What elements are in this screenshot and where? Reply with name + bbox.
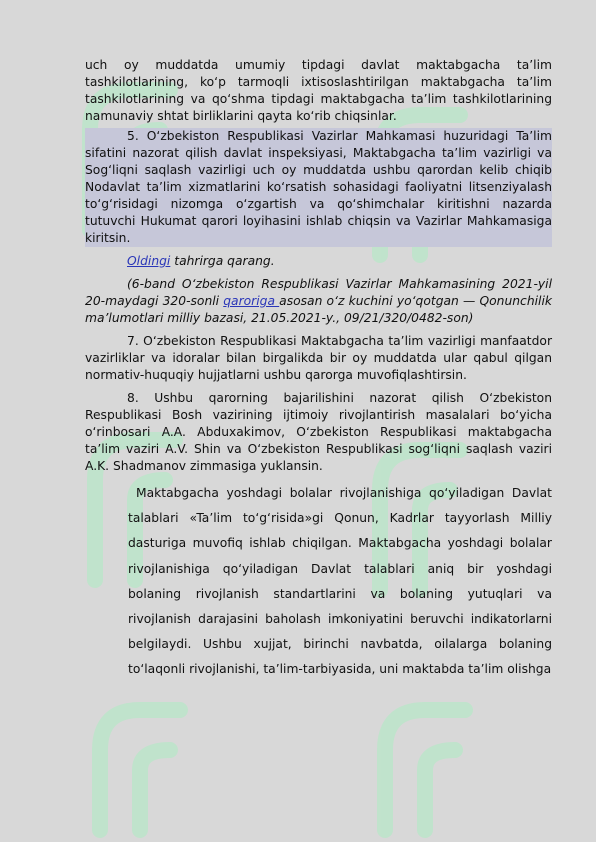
- previous-edition-text: tahrirga qarang.: [170, 254, 275, 268]
- annulment-note-start: (6-band O‘zbekiston Respublikasi Vazirlar Mahkamasining 2021-yil 20-maydagi 320-sonli: [85, 277, 552, 308]
- appendix-paragraph: Maktabgacha yoshdagi bolalar rivojlanishiga qo‘yiladigan Davlat talablari «Ta’lim to‘g‘risida»gi Qonun, Kadrlar tayyorlash Milliy dasturiga muvofiq ishlab chiqilgan. Maktabgacha yoshdagi bolalar rivojlanishiga qo‘yiladigan Davlat talablari aniq bir yoshdagi bolaning rivojlanish standartlarini va bolaning yutuqlari va rivojlanish darajasini baholash imkoniyatini beruvchi indikatorlarni belgilaydi. Ushbu xujjat, birinchi navbatda, oilalarga bolaning to‘laqonli rivojlanishi, ta’lim-tarbiyasida, uni maktabda ta’lim olishga: [128, 486, 552, 677]
- paragraph-8: 8. Ushbu qarorning bajarilishini nazorat qilish O‘zbekiston Respublikasi Bosh vazirining ijtimoiy rivojlantirish masalalari bo‘yicha o‘rinbosari A.A. Abduxakimov, O‘zbekiston Respublikasi maktabgacha ta’lim vaziri A.V. Shin va O‘zbekiston Respublikasi sog‘liqni saqlash vaziri A.K. Shadmanov zimmasiga yuklansin.: [85, 391, 552, 473]
- paragraph-7: 7. O‘zbekiston Respublikasi Maktabgacha ta’lim vazirligi manfaatdor vazirliklar va idoralar bilan birgalikda bir oy muddatda ular qabul qilgan normativ-huquqiy hujjatlarni ushbu qarorga muvofiqlashtirsin.: [85, 334, 552, 382]
- previous-edition-link[interactable]: Oldingi: [127, 254, 171, 268]
- watermark-logo-icon: [80, 690, 200, 840]
- paragraph-5-highlighted: 5. O‘zbekiston Respublikasi Vazirlar Mahkamasi huzuridagi Ta’lim sifatini nazorat qilish davlat inspeksiyasi, Maktabgacha ta’lim vazirligi va Sog‘liqni saqlash vazirligi uch oy muddatda ushbu qarordan kelib chiqib Nodavlat ta’lim xizmatlarini ko‘rsatish sohasidagi faoliyatni litsenziyalash to‘g‘risidagi nizomga o‘zgartish va qo‘shimchalar kiritishni nazarda tutuvchi Hukumat qarori loyihasini ishlab chiqsin va Vazirlar Mahkamasiga kiritsin.: [85, 129, 552, 245]
- document-body: [85, 57, 552, 683]
- paragraph-intro: uch oy muddatda umumiy tipdagi davlat maktabgacha ta’lim tashkilotlarining, ko‘p tarmoqli ixtisoslashtirilgan maktabgacha ta’lim tashkilotlarining va qo‘shma tipdagi maktabgacha ta’lim tashkilotlarining namunaviy shtat birliklarini qayta ko‘rib chiqsinlar.: [85, 58, 552, 123]
- resolution-link[interactable]: qaroriga: [223, 294, 280, 308]
- appendix-section: [128, 481, 552, 683]
- watermark-logo-icon: [365, 690, 485, 840]
- annulment-note-end: asosan o‘z kuchini yo‘qotgan — Qonunchilik ma’lumotlari milliy bazasi, 21.05.2021-y., 09/21/320/0482-son): [85, 294, 552, 325]
- annulment-note: [85, 276, 552, 327]
- previous-edition-note: [85, 253, 552, 270]
